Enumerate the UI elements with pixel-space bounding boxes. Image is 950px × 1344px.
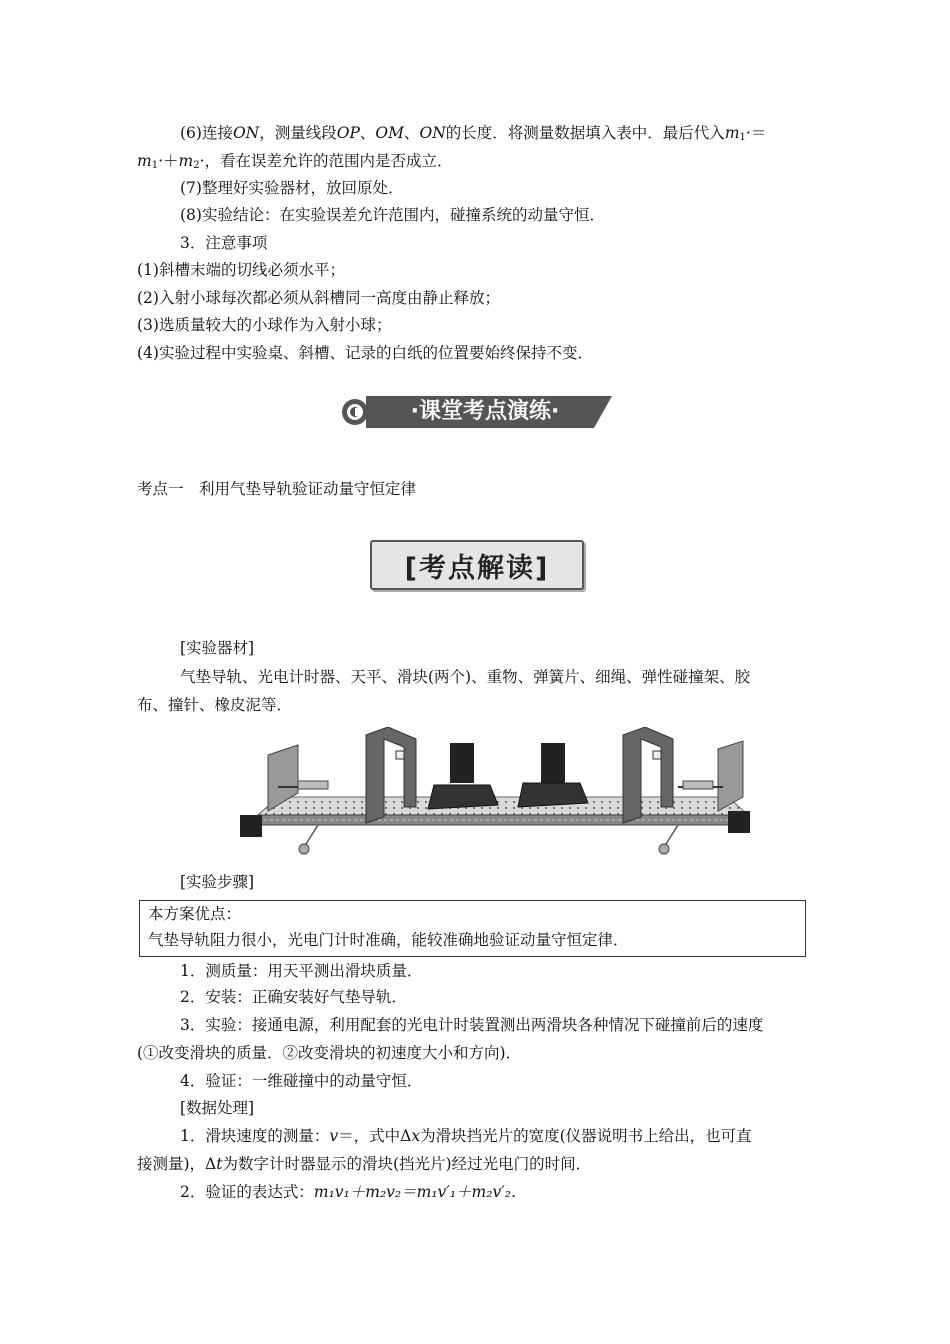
data-item-1-line1 bbox=[180, 1125, 752, 1147]
step-6-line1 bbox=[180, 122, 766, 149]
sub: 2 bbox=[193, 160, 200, 171]
equipment-heading: [实验器材] bbox=[180, 639, 255, 657]
sub: 1 bbox=[151, 160, 159, 171]
step-7: (7)整理好实验器材，放回原处． bbox=[180, 179, 404, 197]
var-x: x bbox=[411, 1127, 421, 1145]
note-item: (4)实验过程中实验桌、斜槽、记录的白纸的位置要始终保持不变． bbox=[137, 344, 593, 362]
section-banner bbox=[340, 394, 612, 430]
sub: 1 bbox=[739, 132, 746, 143]
equipment-line1: 气垫导轨、光电计时器、天平、滑块(两个)、重物、弹簧片、细绳、弹性碰撞架、胶 bbox=[180, 668, 751, 686]
var-m1: m bbox=[724, 124, 740, 142]
air-track-figure bbox=[238, 727, 753, 857]
data-item-1-line2 bbox=[137, 1153, 591, 1175]
advantage-title: 本方案优点： bbox=[148, 905, 242, 923]
text: 、 bbox=[359, 124, 376, 142]
text: ＝，式中Δ bbox=[338, 1127, 412, 1145]
var-m1: m bbox=[137, 152, 152, 170]
text: 2．验证的表达式： bbox=[180, 1183, 314, 1201]
data-heading: [数据处理] bbox=[180, 1099, 255, 1117]
var-om: OM bbox=[375, 124, 404, 142]
data-item-2 bbox=[180, 1181, 526, 1203]
procedure-heading: [实验步骤] bbox=[180, 873, 255, 891]
kaodian-jiedu-label: [考点解读] bbox=[370, 540, 584, 590]
text: 的长度．将测量数据填入表中．最后代入 bbox=[445, 124, 725, 142]
text: 接测量)，Δ bbox=[137, 1155, 217, 1173]
text: 为滑块挡光片的宽度(仪器说明书上给出，也可直 bbox=[420, 1127, 752, 1145]
banner-text: ·课堂考点演练· bbox=[410, 399, 560, 424]
notes-heading: 3．注意事项 bbox=[180, 234, 268, 252]
momentum-expression: m₁v₁＋m₂v₂＝m₁v′₁＋m₂v′₂． bbox=[313, 1183, 527, 1201]
note-item: (2)入射小球每次都必须从斜槽同一高度由静止释放； bbox=[137, 289, 500, 307]
text: 为数字计时器显示的滑块(挡光片)经过光电门的时间． bbox=[222, 1155, 592, 1173]
text: ·＝ bbox=[745, 124, 767, 142]
text: 、 bbox=[404, 124, 420, 142]
air-track-illustration bbox=[238, 727, 753, 857]
note-item: (3)选质量较大的小球作为入射小球； bbox=[137, 316, 392, 334]
kaodian-title: 考点一 利用气垫导轨验证动量守恒定律 bbox=[137, 480, 417, 498]
equipment-line2: 布、撞针、橡皮泥等． bbox=[137, 696, 293, 714]
var-on: ON bbox=[419, 124, 446, 142]
text: 1．滑块速度的测量： bbox=[180, 1127, 330, 1145]
advantage-text: 气垫导轨阻力很小，光电门计时准确，能较准确地验证动量守恒定律． bbox=[148, 931, 629, 949]
step-6-line2 bbox=[137, 150, 453, 177]
procedure-step-1: 1．测质量：用天平测出滑块质量． bbox=[180, 962, 423, 980]
procedure-step-4: 4．验证：一维碰撞中的动量守恒． bbox=[180, 1072, 423, 1090]
var-v: v bbox=[329, 1127, 339, 1145]
procedure-step-3-line2: (①改变滑块的质量．②改变滑块的初速度大小和方向)． bbox=[137, 1044, 522, 1062]
var-m2: m bbox=[178, 152, 194, 170]
var-t: t bbox=[216, 1155, 223, 1173]
text: ·＋ bbox=[158, 152, 179, 170]
procedure-step-3-line1: 3．实验：接通电源，利用配套的光电计时装置测出两滑块各种情况下碰撞前后的速度 bbox=[180, 1016, 764, 1034]
text: ，测量线段 bbox=[259, 124, 337, 142]
var-op: OP bbox=[336, 124, 360, 142]
text: (6)连接 bbox=[180, 124, 233, 142]
advantage-box bbox=[139, 900, 806, 957]
text: ·，看在误差允许的范围内是否成立． bbox=[199, 152, 453, 170]
note-item: (1)斜槽末端的切线必须水平； bbox=[137, 261, 345, 279]
procedure-step-2: 2．安装：正确安装好气垫导轨． bbox=[180, 988, 407, 1006]
step-8: (8)实验结论：在实验误差允许范围内，碰撞系统的动量守恒． bbox=[180, 206, 605, 224]
var-on: ON bbox=[232, 124, 260, 142]
